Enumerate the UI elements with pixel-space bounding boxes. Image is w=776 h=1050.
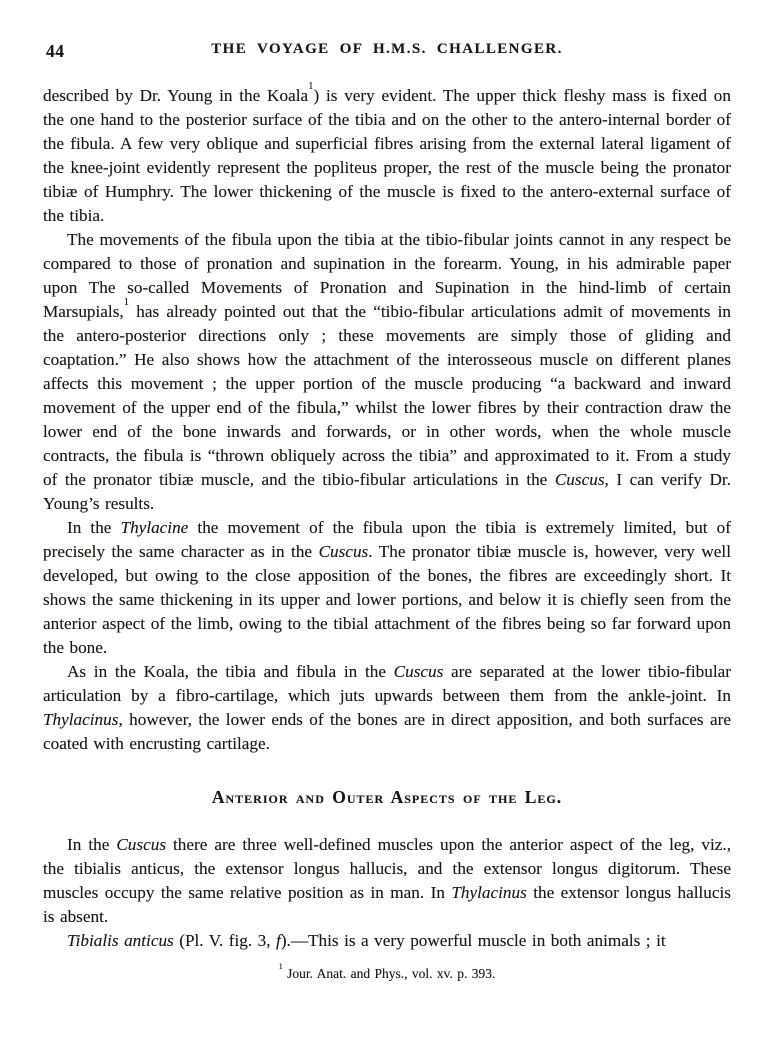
page-number: 44 xyxy=(46,41,65,61)
running-title: THE VOYAGE OF H.M.S. CHALLENGER. xyxy=(211,41,563,57)
paragraph-continuation: described by Dr. Young in the Koala$^1$) is very evident. The upper thick fleshy mass is fixed on the one hand to the posterior surface of the tibia and on the other to the antero-internal border of the fibula. A few very oblique and superficial fibres arising from the external lateral ligament of the knee-joint evidently represent the popliteus proper, the rest of the muscle being the pronator tibiæ of Humphry. The lower thickening of the muscle is fixed to the antero-external surface of the tibia. xyxy=(43,81,731,225)
page-header xyxy=(43,41,731,61)
paragraph-koala-comparison: As in the Koala, the tibia and fibula in the Cuscus are separated at the lower tibio-fibular articulation by a fibro-cartilage, which juts upwards between them from the ankle-joint. In Thylacinus, however, the lower ends of the bones are in direct apposition, and both surfaces are coated with encrusting cartilage. xyxy=(43,662,732,753)
paragraph-tibialis-anticus: Tibialis anticus (Pl. V. fig. 3, f).—This is a very powerful muscle in both animals ; it xyxy=(67,931,666,950)
section-heading: Anterior and Outer Aspects of the Leg. xyxy=(211,787,563,807)
footnote: $^1$ Jour. Anat. and Phys., vol. xv. p. 393. xyxy=(278,961,496,981)
page-body xyxy=(43,81,732,982)
paragraph-three-muscles: In the Cuscus there are three well-defined muscles upon the anterior aspect of the leg, viz., the tibialis anticus, the extensor longus hallucis, and the extensor longus digitorum. These muscles occupy the same relative position as in man. In Thylacinus the extensor longus hallucis is absent. xyxy=(43,835,732,926)
paragraph-movements-fibula: The movements of the fibula upon the tibia at the tibio-fibular joints cannot in any respect be compared to those of pronation and supination in the forearm. Young, in his admirable paper upon The so-called Movements of Pronation and Supination in the hind-limb of certain Marsupials,$^1$ has already pointed out that the “tibio-fibular articulations admit of movements in the antero-posterior directions only ; these movements are simply those of gliding and coaptation.” He also shows how the attachment of the interosseous muscle on different planes affects this movement ; the upper portion of the muscle producing “a backward and inward movement of the upper end of the fibula,” whilst the lower fibres by their contraction draw the lower end of the bone inwards and forwards, or in other words, when the whole muscle contracts, the fibula is “thrown obliquely across the tibia” and approximated to it. From a study of the pronator tibiæ muscle, and the tibio-fibular articulations in the Cuscus, I can verify Dr. Young’s results. xyxy=(43,230,731,513)
paragraph-thylacine: In the Thylacine the movement of the fibula upon the tibia is extremely limited, but of precisely the same character as in the Cuscus. The pronator tibiæ muscle is, however, very well developed, but owing to the close apposition of the bones, the fibres are exceedingly short. It shows the same thickening in its upper and lower portions, and below it is chiefly seen from the anterior aspect of the limb, owing to the tibial attachment of the fibres being so far forward upon the bone. xyxy=(43,518,731,657)
